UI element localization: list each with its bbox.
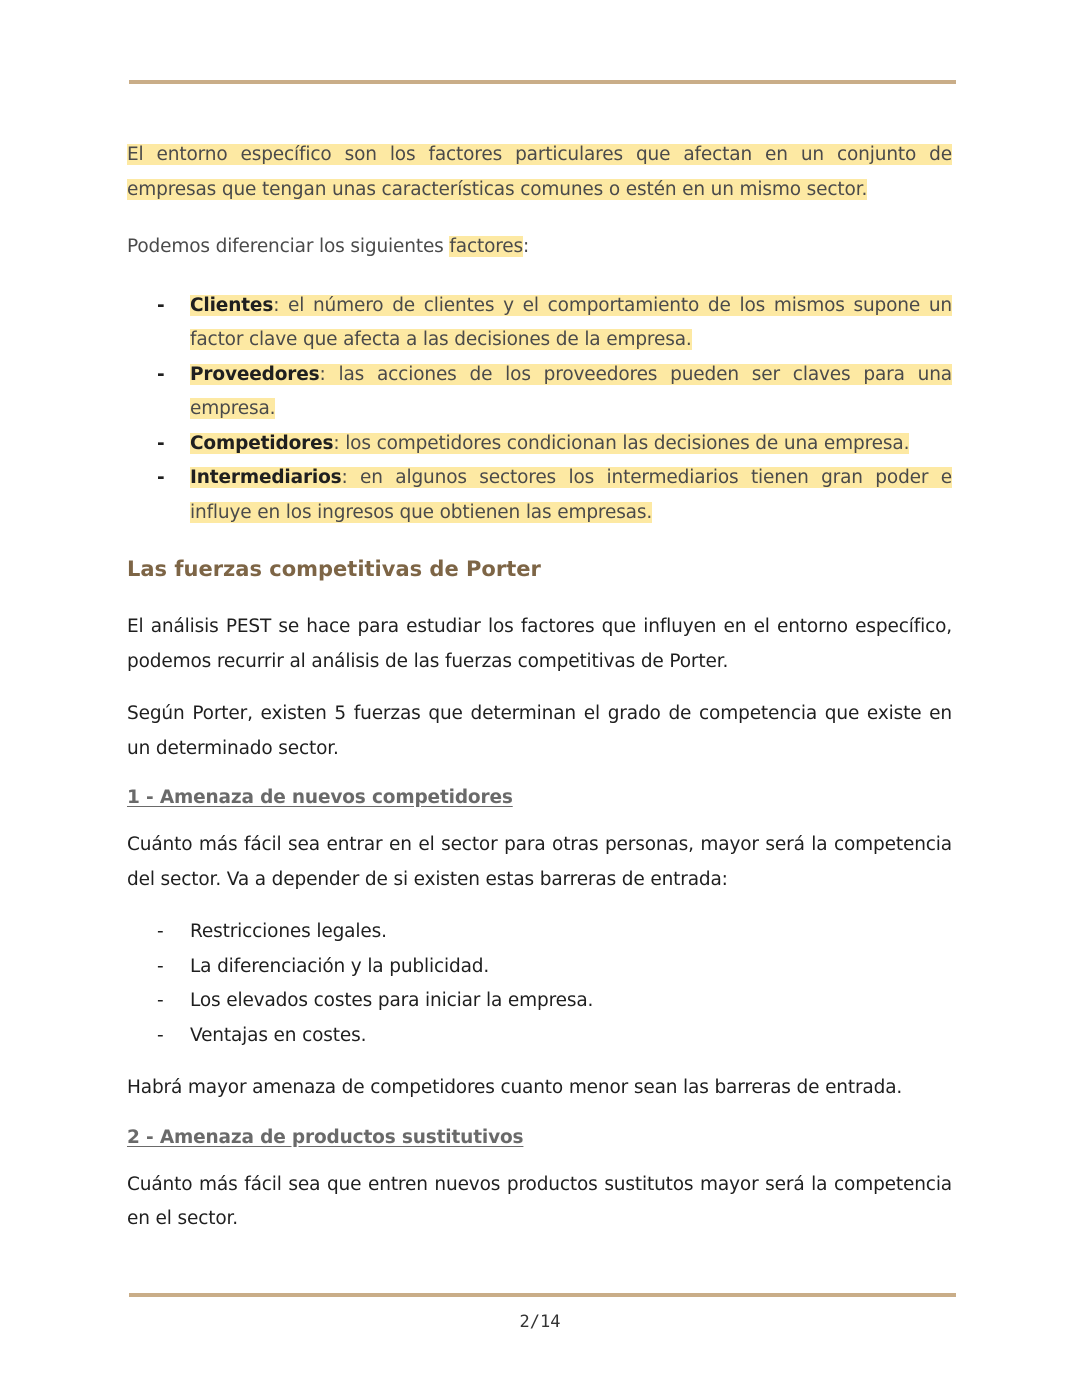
pest-paragraph: El análisis PEST se hace para estudiar los factores que influyen en el entorno específico, podemos recurrir al análisis de las fuerzas competitivas de Porter. (127, 616, 952, 672)
list-item (127, 358, 952, 427)
factors-lead-colon: : (523, 236, 530, 257)
factor-text: : el número de clientes y el comportamiento de los mismos supone un factor clave que afecta a las decisiones de la empresa. (190, 294, 952, 350)
barrier-text: La diferenciación y la publicidad. (190, 955, 490, 977)
factor-name: Clientes (190, 294, 274, 316)
page-content (127, 138, 952, 1255)
bullet-dash: - (157, 1024, 164, 1046)
force2-paragraph: Cuánto más fácil sea que entren nuevos productos sustitutos mayor será la competencia en el sector. (127, 1173, 952, 1229)
barrier-text: Ventajas en costes. (190, 1024, 367, 1046)
factors-lead-paragraph (127, 230, 952, 265)
bullet-dash: - (157, 955, 164, 977)
force2-title: 2 - Amenaza de productos sustitutivos (127, 1126, 524, 1148)
factors-lead-text: Podemos diferenciar los siguientes (127, 236, 450, 257)
bullet-dash: - (157, 467, 165, 488)
factor-text: : las acciones de los proveedores pueden ser claves para una empresa. (190, 363, 952, 419)
force1-conclusion: Habrá mayor amenaza de competidores cuanto menor sean las barreras de entrada. (127, 1077, 903, 1098)
factors-lead-highlight: factores (449, 236, 524, 257)
list-item (127, 1019, 952, 1054)
intro-highlight: El entorno específico son los factores particulares que afectan en un conjunto de empresas que tengan unas características comunes o estén en un mismo sector. (127, 144, 952, 200)
list-item (127, 950, 952, 985)
list-item (127, 984, 952, 1019)
factor-highlight (190, 295, 952, 351)
list-item (127, 915, 952, 950)
barrier-text: Los elevados costes para iniciar la empresa. (190, 990, 594, 1011)
factor-highlight (190, 364, 952, 420)
list-item (127, 289, 952, 358)
bullet-dash: - (157, 294, 165, 316)
page-number: 2/14 (519, 1312, 561, 1332)
factor-text: : en algunos sectores los intermediarios tienen gran poder e influye en los ingresos que obtienen las empresas. (190, 467, 952, 523)
factor-name: Competidores (190, 432, 334, 454)
force1-paragraph: Cuánto más fácil sea entrar en el sector para otras personas, mayor será la competencia del sector. Va a depender de si existen estas barreras de entrada: (127, 834, 952, 890)
factor-name: Proveedores (190, 363, 320, 385)
bullet-dash: - (157, 432, 165, 454)
factor-name: Intermediarios (190, 467, 342, 488)
factor-highlight (190, 433, 909, 454)
list-item (127, 427, 952, 462)
barrier-text: Restricciones legales. (190, 921, 387, 942)
intro-paragraph (127, 138, 952, 207)
barriers-list (127, 915, 952, 1053)
list-item (127, 461, 952, 530)
porter-paragraph: Según Porter, existen 5 fuerzas que determinan el grado de competencia que existe en un determinado sector. (127, 703, 952, 759)
factor-highlight (190, 467, 952, 523)
factor-text: : los competidores condicionan las decisiones de una empresa. (333, 432, 910, 454)
force1-title: 1 - Amenaza de nuevos competidores (127, 787, 513, 808)
bullet-dash: - (157, 363, 165, 385)
bullet-dash: - (157, 990, 164, 1011)
footer-rule (129, 1293, 956, 1297)
header-rule (129, 80, 956, 84)
section-title: Las fuerzas competitivas de Porter (127, 557, 541, 581)
bullet-dash: - (157, 921, 164, 942)
factors-list (127, 289, 952, 531)
